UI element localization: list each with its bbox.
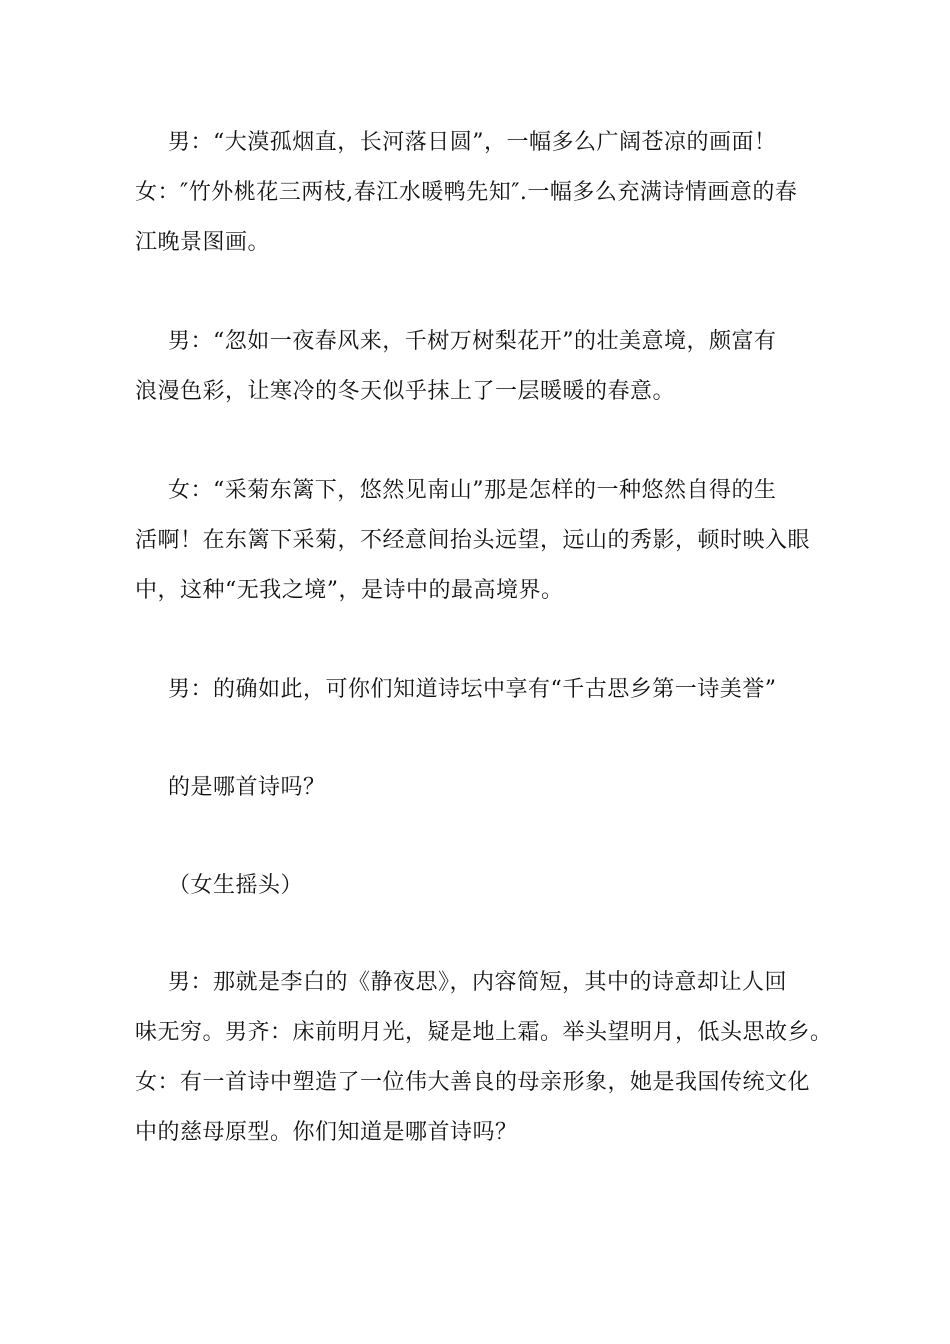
text-line: 中的慈母原型。你们知道是哪首诗吗？ (135, 1120, 518, 1145)
text-line: 女：″竹外桃花三两枝,春江水暖鸭先知″.一幅多么充满诗情画意的春 (135, 180, 798, 205)
text-line: 味无穷。男齐：床前明月光，疑是地上霜。举头望明月，低头思故乡。 (135, 1020, 833, 1045)
text-line: 女：“采菊东篱下，悠然见南山”那是怎样的一种悠然自得的生 (168, 478, 777, 503)
text-line: 浪漫色彩，让寒冷的冬天似乎抹上了一层暖暖的春意。 (135, 379, 676, 404)
text-line: 男：那就是李白的《静夜思》，内容简短，其中的诗意却让人回 (168, 970, 788, 995)
text-line: 的是哪首诗吗？ (168, 775, 326, 800)
text-line: （女生摇头） (168, 873, 304, 898)
text-line: 男：“忽如一夜春风来，千树万树梨花开”的壮美意境，颇富有 (168, 329, 777, 354)
text-line: 活啊！在东篱下采菊，不经意间抬头远望，远山的秀影，顿时映入眼 (135, 528, 811, 553)
text-line: 中，这种“无我之境”，是诗中的最高境界。 (135, 578, 564, 603)
text-line: 女：有一首诗中塑造了一位伟大善良的母亲形象，她是我国传统文化 (135, 1070, 811, 1095)
text-line: 男：“大漠孤烟直，长河落日圆”，一幅多么广阔苍凉的画面！ (168, 130, 777, 155)
text-line: 江晚景图画。 (135, 230, 271, 255)
text-line: 男：的确如此，可你们知道诗坛中享有“千古思乡第一诗美誉” (168, 677, 777, 702)
